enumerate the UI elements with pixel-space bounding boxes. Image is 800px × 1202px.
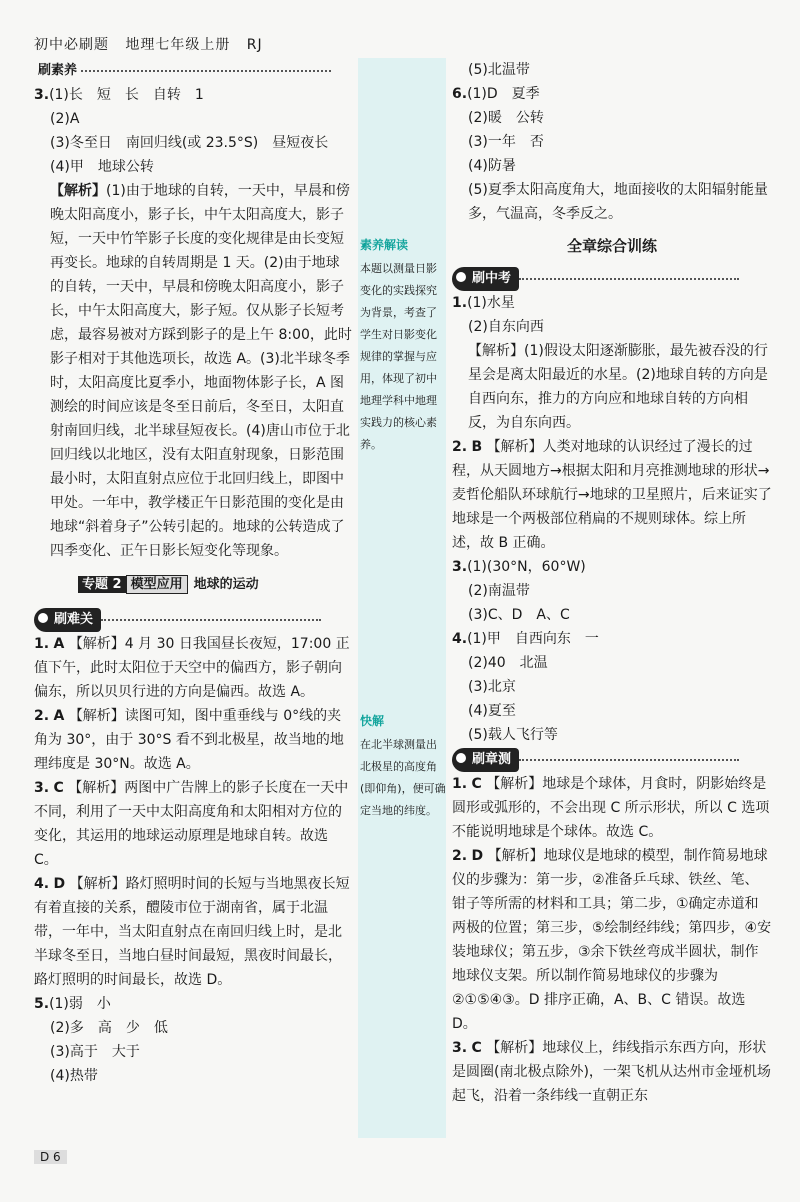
- section-title: 全章综合训练: [566, 237, 657, 255]
- r1-analysis: 【解析】(1)假设太阳逐渐膨胀，最先被吞没的行星会是离太阳最近的水星。(2)地球自转的方向是自西向东，推力的方向应和地球自转的方向相反，为自东向西。: [468, 343, 768, 431]
- q5-line1: 5.(1)弱 小: [34, 996, 111, 1012]
- r4-line2: (2)40 北温: [468, 655, 548, 671]
- left-column: [34, 58, 352, 1088]
- subject-title: 地理七年级上册: [125, 37, 231, 53]
- note-literacy: [360, 234, 446, 456]
- note-literacy-head: 素养解读: [360, 238, 409, 252]
- topic-banner: 专题 2 模型应用 地球的运动: [78, 573, 352, 597]
- r3-line2: (2)南温带: [468, 583, 530, 599]
- edition: RJ: [246, 37, 263, 53]
- q5-line2: (2)多 高 少 低: [50, 1020, 168, 1036]
- q6-line5: (5)夏季太阳高度角大，地面接收的太阳辐射能量多，气温高，冬季反之。: [468, 182, 768, 222]
- r4-line4: (4)夏至: [468, 703, 516, 719]
- q3-line3: (3)冬至日 南回归线(或 23.5°S) 昼短夜长: [50, 135, 329, 151]
- note-quick: [360, 710, 446, 822]
- q1-hard: 1. A 【解析】4 月 30 日我国昼长夜短，17:00 正值下午，此时太阳位于天空中的偏西方，影子朝向偏东，所以贝贝行进的方向是偏西。故选 A。: [34, 636, 350, 700]
- right-column: [452, 58, 772, 1108]
- prev-answer: (5)北温带: [468, 62, 530, 78]
- c3: 3. C 【解析】地球仪上，纬线指示东西方向，形状是圆圈(南北极点除外)，一架飞机从达州市金垭机场起飞，沿着一条纬线一直朝正东: [452, 1040, 771, 1104]
- q3-line1: 3.(1)长 短 长 自转 1: [34, 87, 204, 103]
- page-header: [34, 34, 263, 54]
- q5-line3: (3)高于 大于: [50, 1044, 140, 1060]
- r3-line1: 3.(1)(30°N，60°W): [452, 559, 586, 575]
- q3-hard: 3. C 【解析】两图中广告牌上的影子长度在一天中不同，利用了一天中太阳高度角和太阳相对方位的变化，其运用的地球运动原理是地球自转。故选 C。: [34, 780, 349, 868]
- section-badge-hard: 刷难关: [34, 607, 352, 632]
- r3-line3: (3)C、D A、C: [468, 607, 570, 623]
- q3-line4: (4)甲 地球公转: [50, 159, 154, 175]
- c1: 1. C 【解析】地球是个球体，月食时，阴影始终是圆形或弧形的，不会出现 C 所示形状，所以 C 选项不能说明地球是个球体。故选 C。: [452, 776, 770, 840]
- note-quick-text: 在北半球测量出北极星的高度角(即仰角)，便可确定当地的纬度。: [360, 738, 446, 817]
- section-badge-chapter: 刷章测: [452, 747, 772, 772]
- c2: 2. D 【解析】地球仪是地球的模型，制作简易地球仪的步骤为：第一步，②准备乒乓球、铁丝、笔、钳子等所需的材料和工具；第二步，①确定赤道和两极的位置；第三步，⑤绘制经纬线；第四步，④安装地球仪；第五步，③余下铁丝弯成半圆状，制作地球仪支架。所以制作简易地球仪的步骤为②①⑤④③。D 排序正确，A、B、C 错误。故选 D。: [452, 848, 772, 1032]
- q5-line4: (4)热带: [50, 1068, 98, 1084]
- r4-line3: (3)北京: [468, 679, 516, 695]
- r2: 2. B 【解析】人类对地球的认识经过了漫长的过程，从天圆地方→根据太阳和月亮推测地球的形状→麦哲伦船队环球航行→地球的卫星照片，后来证实了地球是一个两极部位稍扁的不规则球体。综上所述，故 B 正确。: [452, 439, 772, 551]
- q3-line2: (2)A: [50, 111, 80, 127]
- q6-line2: (2)暖 公转: [468, 110, 544, 126]
- q4-hard: 4. D 【解析】路灯照明时间的长短与当地黑夜长短有着直接的关系，醴陵市位于湖南省，属于北温带，一年中，当太阳直射点在南回归线上时，是北半球冬至日，当地白昼时间最短，黑夜时间最长，路灯照明的时间最长，故选 D。: [34, 876, 350, 988]
- q3-analysis: 【解析】(1)由于地球的自转，一天中，早晨和傍晚太阳高度小，影子长，中午太阳高度大，影子短，一天中竹竿影子长度的变化规律是由长变短再变长。地球的自转周期是 1 天。(2)由于地球的自转，一天中，早晨和傍晚太阳高度小，影子长，中午太阳高度大，影子短。仅从影子长短考虑，最容易被对方踩到影子的是上午 8:00，此时影子相对于其他选项长，故选 A。(3)北半球冬季时，太阳高度比夏季小，地面物体影子长，A 图测绘的时间应该是冬至日前后，冬至日，太阳直射南回归线，北半球昼短夜长。(4)唐山市位于北回归线以北地区，没有太阳直射现象，日影范围最小时，太阳直射点应位于北回归线上，即图中甲处。一年中，教学楼正午日影范围的变化是由地球“斜着身子”公转引起的。地球的公转造成了四季变化、正午日影长短变化等现象。: [50, 183, 352, 559]
- r1-line1: 1.(1)水星: [452, 295, 515, 311]
- page-number: D 6: [34, 1150, 67, 1164]
- r1-line2: (2)自东向西: [468, 319, 544, 335]
- section-badge-exam: 刷中考: [452, 266, 772, 291]
- r4-line1: 4.(1)甲 自西向东 一: [452, 631, 599, 647]
- q6-line4: (4)防暑: [468, 158, 516, 174]
- q2-hard: 2. A 【解析】读图可知，图中重垂线与 0°线的夹角为 30°，由于 30°S 看不到北极星，故当地的地理纬度是 30°N。故选 A。: [34, 708, 344, 772]
- note-literacy-text: 本题以测量日影变化的实践探究为背景，考查了学生对日影变化规律的掌握与应用，体现了初中地理学科中地理实践力的核心素养。: [360, 262, 437, 451]
- margin-notes: [358, 58, 446, 1138]
- note-quick-head: 快解: [360, 714, 385, 728]
- q6-line3: (3)一年 否: [468, 134, 544, 150]
- section-badge-literacy: 刷素养: [34, 58, 352, 83]
- book-title: 初中必刷题: [34, 37, 109, 53]
- r4-line5: (5)载人飞行等: [468, 727, 558, 743]
- q6-line1: 6.(1)D 夏季: [452, 86, 540, 102]
